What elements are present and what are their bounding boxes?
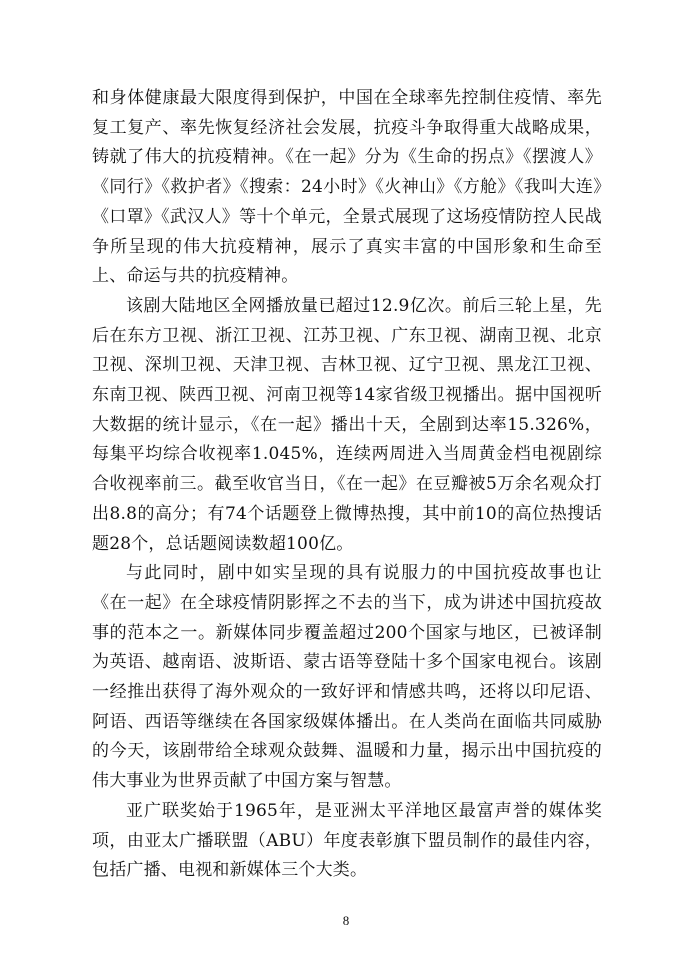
paragraph-viewership: 该剧大陆地区全网播放量已超过12.9亿次。前后三轮上星，先后在东方卫视、浙江卫视、江苏卫视、广东卫视、湖南卫视、北京卫视、深圳卫视、天津卫视、吉林卫视、辽宁卫视、黑龙江卫视、东南卫视、陕西卫视、河南卫视等14家省级卫视播出。据中国视听大数据的统计显示，《在一起》播出十天，全剧到达率15.326%，每集平均综合收视率1.045%，连续两周进入当周黄金档电视剧综合收视率前三。截至收官当日，《在一起》在豆瓣被5万余名观众打出8.8的高分；有74个话题登上微博热搜，其中前10的高位热搜话题28个，总话题阅读数超100亿。 xyxy=(92,295,602,554)
page-number: 8 xyxy=(342,913,350,928)
paragraph-international: 与此同时，剧中如实呈现的具有说服力的中国抗疫故事也让《在一起》在全球疫情阴影挥之不去的当下，成为讲述中国抗疫故事的范本之一。新媒体同步覆盖超过200个国家与地区，已被译制为英语、越南语、波斯语、蒙古语等登陆十多个国家电视台。该剧一经推出获得了海外观众的一致好评和情感共鸣，还将以印尼语、阿语、西语等继续在各国家级媒体播出。在人类尚在面临共同威胁的今天，该剧带给全球观众鼓舞、温暖和力量，揭示出中国抗疫的伟大事业为世界贡献了中国方案与智慧。 xyxy=(92,563,602,792)
paragraph-abu-award: 亚广联奖始于1965年，是亚洲太平洋地区最富声誉的媒体奖项，由亚太广播联盟（ABU）年度表彰旗下盟员制作的最佳内容，包括广播、电视和新媒体三个大类。 xyxy=(92,800,602,881)
document-body xyxy=(92,84,602,886)
paragraph-continuation: 和身体健康最大限度得到保护，中国在全球率先控制住疫情、率先复工复产、率先恢复经济社会发展，抗疫斗争取得重大战略成果，铸就了伟大的抗疫精神。《在一起》分为《生命的拐点》《摆渡人》《同行》《救护者》《搜索：24小时》《火神山》《方舱》《我叫大连》《口罩》《武汉人》等十个单元，全景式展现了这场疫情防控人民战争所呈现的伟大抗疫精神，展示了真实丰富的中国形象和生命至上、命运与共的抗疫精神。 xyxy=(92,88,602,287)
